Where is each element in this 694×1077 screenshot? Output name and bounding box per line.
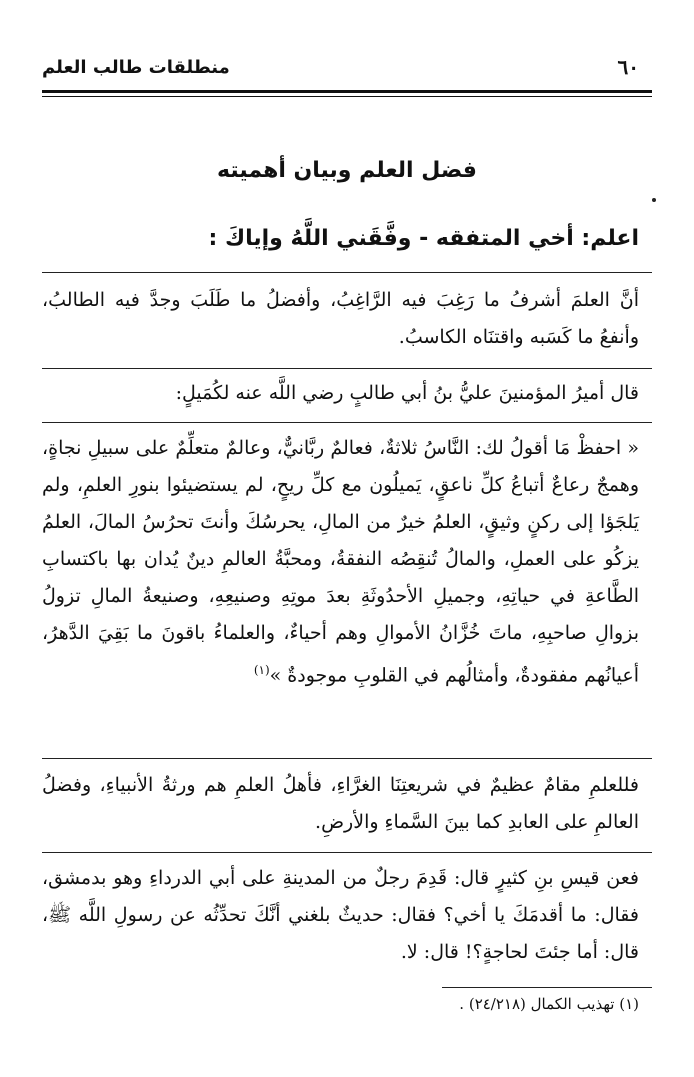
running-title: منطلقات طالب العلم (42, 56, 230, 78)
footnote-rule (442, 987, 652, 988)
running-header (42, 50, 639, 84)
divider (42, 368, 652, 369)
quote-text: « احفظْ مَا أقولُ لك: النَّاسُ ثلاثةٌ، فعالمٌ ربَّانيٌّ، وعالمٌ متعلِّمٌ على سبيلِ نجاةٍ، وهمجٌ رعاعٌ أتباعُ كلِّ ناعقٍ، يَميلُون مع كلِّ ريحٍ، لم يستضيئوا بنورِ العلمِ، ولم يَلجَؤا إلى ركنٍ وثيقٍ، العلمُ خيرٌ من المالِ، يحرسُكَ وأنتَ تحرُسُ المالَ، العلمُ يزكُو على العملِ، والمالُ تُنقِصُه النفقةُ، ومحبَّةُ العالمِ دينٌ يُدان بها باكتسابِ الطَّاعةِ في حياتِهِ، وجميلِ الأحدُوثَةِ بعدَ موتِهِ وصنيعِهِ، وصنيعةُ المالِ تزولُ بزوالِ صاحبِهِ، ماتَ خُزَّانُ الأموالِ وهم أحياءٌ، والعلماءُ باقونَ ما بَقِيَ الدَّهرُ، أعيانُهم مفقودةٌ، وأمثالُهم في القلوبِ موجودةٌ » (42, 437, 639, 687)
paragraph-5: فعن قيسِ بنِ كثيرٍ قال: قَدِمَ رجلٌ من المدينةِ على أبي الدرداءِ وهو بدمشق، فقال: ما أقدمَكَ يا أخي؟ فقال: حديثٌ بلغني أنَّكَ تحدِّثُه عن رسولِ اللَّه ﷺ، قال: أما جئتَ لحاجةٍ؟! قال: لا. (42, 867, 639, 963)
header-rule-thin (42, 96, 652, 97)
page-number: ٦٠ (617, 55, 639, 79)
divider (42, 422, 652, 423)
footnote-ref: (١) (253, 663, 270, 677)
divider (42, 272, 652, 273)
paragraph-3-quote (42, 430, 639, 763)
header-rule-thick (42, 90, 652, 93)
divider (42, 852, 652, 853)
paragraph-2: قال أميرُ المؤمنينَ عليُّ بنُ أبي طالبٍ رضي اللَّه عنه لكُمَيلٍ: (175, 382, 639, 404)
paragraph-4: فللعلمِ مقامٌ عظيمٌ في شريعتِنَا الغرَّاءِ، فأهلُ العلمِ هم ورثةُ الأنبياءِ، وفضلُ العالمِ على العابدِ كما بينَ السَّماءِ والأرضِ. (42, 774, 639, 833)
ink-dot (652, 198, 656, 202)
section-title: فضل العلم وبيان أهميته (217, 158, 477, 183)
subheading: اعلم: أخي المتفقه - وفَّقَني اللَّهُ وإياكَ : (208, 226, 639, 251)
paragraph-1: أنَّ العلمَ أشرفُ ما رَغِبَ فيه الرَّاغِبُ، وأفضلُ ما طَلَبَ وجدَّ فيه الطالبُ، وأنفعُ ما كَسَبه واقتنَاه الكاسبُ. (42, 289, 639, 348)
divider (42, 758, 652, 759)
footnote: (١) تهذيب الكمال (٢٤/٢١٨) . (459, 995, 639, 1013)
